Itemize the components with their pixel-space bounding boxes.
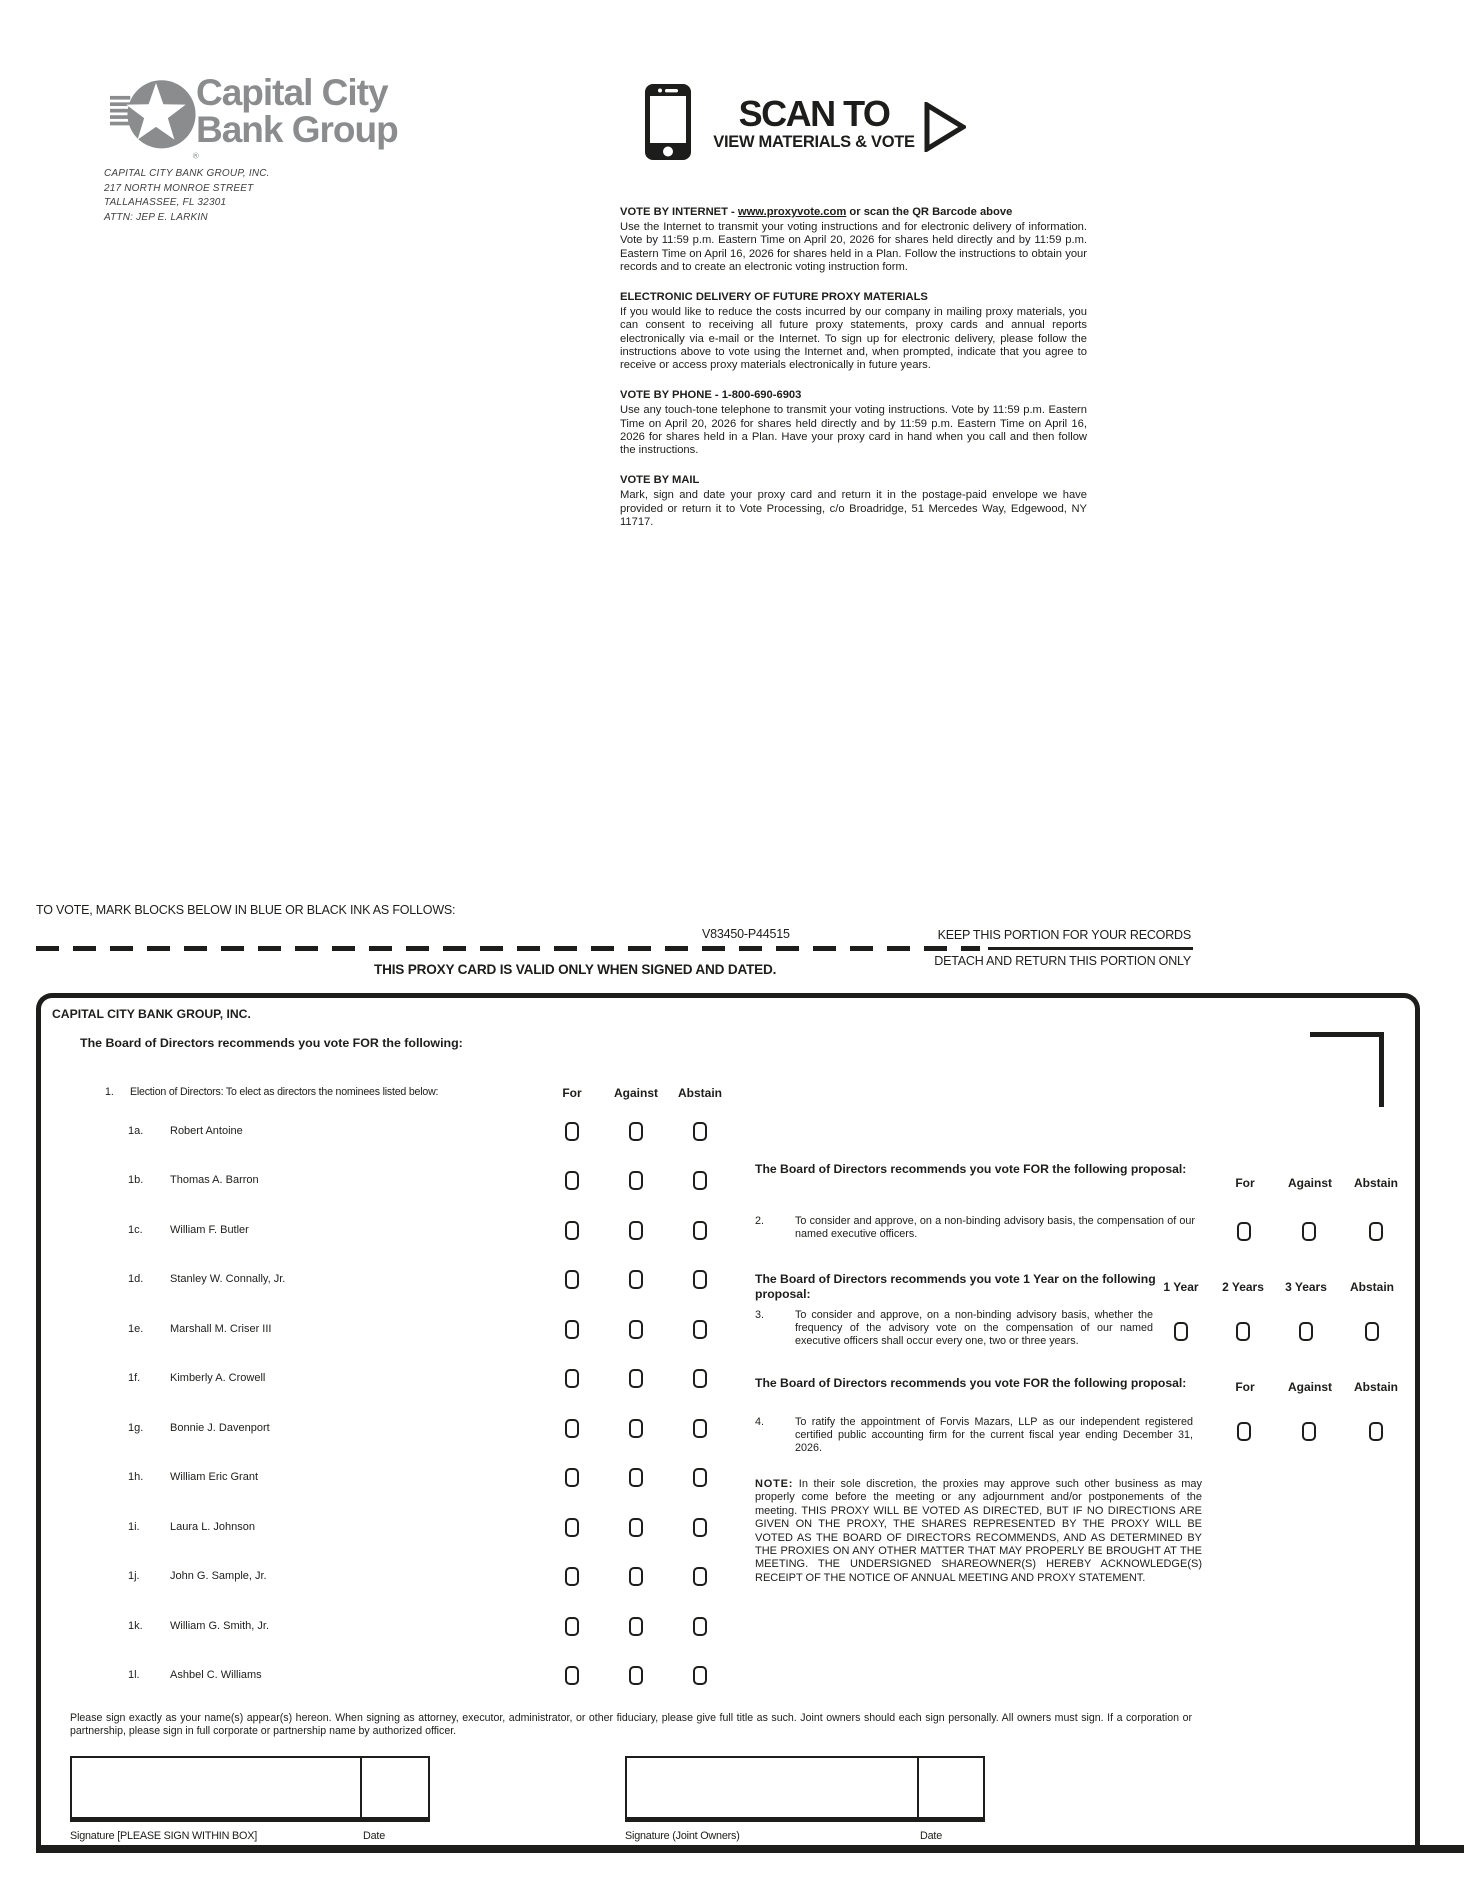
nominee-number: 1k. [128, 1620, 143, 1632]
card-company-name: CAPITAL CITY BANK GROUP, INC. [52, 1007, 251, 1021]
vote-checkbox-against[interactable] [629, 1468, 643, 1487]
p4-checkbox-against[interactable] [1302, 1422, 1316, 1441]
p2-checkbox-abstain[interactable] [1369, 1222, 1383, 1241]
vote-checkbox-against[interactable] [629, 1419, 643, 1438]
item3-text: To consider and approve, on a non-binding advisory basis, whether the frequency of the advisory vote on the compensation of our named executive officers shall occur every one, two or three years. [795, 1309, 1153, 1347]
registration-corner-mark-vertical [1379, 1032, 1384, 1107]
vote-checkbox-against[interactable] [629, 1518, 643, 1537]
sender-attn: ATTN: JEP E. LARKIN [104, 211, 208, 223]
p3-3years-header: 3 Years [1285, 1280, 1327, 1294]
board-recommendation-1: The Board of Directors recommends you vote FOR the following: [80, 1036, 463, 1050]
nominee-number: 1g. [128, 1422, 144, 1434]
voting-instructions [620, 206, 1087, 546]
vote-checkbox-against[interactable] [629, 1171, 643, 1190]
registration-corner-mark [1310, 1032, 1384, 1037]
vote-checkbox-abstain[interactable] [693, 1270, 707, 1289]
nominee-name: Thomas A. Barron [170, 1174, 259, 1186]
nominee-number: 1b. [128, 1174, 144, 1186]
registered-mark: ® [192, 151, 199, 161]
nominee-name: Stanley W. Connally, Jr. [170, 1273, 286, 1285]
nominee-row [128, 1321, 868, 1345]
nominee-name: Bonnie J. Davenport [170, 1422, 270, 1434]
vote-by-mail-body: Mark, sign and date your proxy card and return it in the postage-paid envelope we have provided or return it to Vote Processing, c/o Broadridge, 51 Mercedes Way, Edgewood, NY 11717. [620, 489, 1087, 528]
logo-wordmark [196, 74, 398, 148]
vote-by-internet-body: Use the Internet to transmit your voting instructions and for electronic delivery of information. Vote by 11:59 p.m. Eastern Time on April 20, 2026 for shares held directly and by 11:59 p.m. Eastern Time on April 16, 2026 for shares held in a Plan. Follow the instructions to obtain your records and to create an electronic voting instruction form. [620, 221, 1087, 273]
sender-city: TALLAHASSEE, FL 32301 [104, 197, 227, 208]
logo-line-2: Bank Group [196, 109, 398, 150]
vote-by-phone-heading: VOTE BY PHONE - 1-800-690-6903 [620, 389, 802, 402]
date-joint-label: Date [920, 1830, 943, 1842]
nominee-name: Laura L. Johnson [170, 1521, 256, 1533]
card-bottom-rule [36, 1845, 1464, 1853]
scan-to-vote-banner [702, 95, 926, 151]
proxy-note [755, 1478, 1202, 1585]
vote-checkbox-abstain[interactable] [693, 1122, 707, 1141]
board-recommendation-3: The Board of Directors recommends you vote 1 Year on the following proposal: [755, 1272, 1156, 1301]
col-abstain-header: Abstain [677, 1086, 722, 1100]
p3-checkbox-3years[interactable] [1299, 1322, 1313, 1341]
vote-checkbox-against[interactable] [629, 1270, 643, 1289]
vote-checkbox-against[interactable] [629, 1567, 643, 1586]
item2-text: To consider and approve, on a non-binding advisory basis, the compensation of our named executive officers. [795, 1215, 1195, 1240]
vote-checkbox-against[interactable] [629, 1666, 643, 1685]
vote-checkbox-abstain[interactable] [693, 1171, 707, 1190]
vote-checkbox-abstain[interactable] [693, 1320, 707, 1339]
nominee-name: Kimberly A. Crowell [170, 1372, 266, 1384]
nominee-number: 1e. [128, 1323, 144, 1335]
nominee-row [128, 1618, 868, 1642]
nominee-number: 1j. [128, 1570, 140, 1582]
vote-checkbox-abstain[interactable] [693, 1518, 707, 1537]
vote-by-mail-heading: VOTE BY MAIL [620, 474, 700, 487]
nominee-name: William G. Smith, Jr. [170, 1620, 270, 1632]
p2-checkbox-against[interactable] [1302, 1222, 1316, 1241]
form-code: V83450-P44515 [702, 927, 790, 941]
star-logo-icon [110, 72, 202, 164]
p3-checkbox-1year[interactable] [1174, 1322, 1188, 1341]
note-body: In their sole discretion, the proxies may approve such other business as may properly come before the meeting or any adjournment and/or postponements of the meeting. THIS PROXY WILL BE VOTED AS DIRECTED, BUT IF NO DIRECTIONS ARE GIVEN ON THE PROXY, THE SHARES REPRESENTED BY THE PROXY WILL BE VOTED AS THE BOARD OF DIRECTORS RECOMMENDS, AND AS DETERMINED BY THE PROXIES ON ANY OTHER MATTER THAT MAY PROPERLY BE BROUGHT AT THE MEETING. THE UNDERSIGNED SHAREOWNER(S) HEREBY ACKNOWLEDGE(S) RECEIPT OF THE NOTICE OF ANNUAL MEETING AND PROXY STATEMENT. [755, 1478, 1202, 1584]
vote-checkbox-abstain[interactable] [693, 1221, 707, 1240]
logo-line-1: Capital City [196, 72, 388, 113]
detach-portion-label: DETACH AND RETURN THIS PORTION ONLY [934, 954, 1191, 968]
board-recommendation-2: The Board of Directors recommends you vote FOR the following proposal: [755, 1162, 1187, 1176]
p4-checkbox-for[interactable] [1237, 1422, 1251, 1441]
vote-checkbox-against[interactable] [629, 1221, 643, 1240]
signature-box-joint[interactable] [625, 1756, 985, 1822]
p4-against-header: Against [1287, 1380, 1332, 1394]
item2-number: 2. [755, 1215, 765, 1227]
sender-company: CAPITAL CITY BANK GROUP, INC. [104, 168, 270, 179]
vote-checkbox-abstain[interactable] [693, 1369, 707, 1388]
nominee-number: 1a. [128, 1125, 144, 1137]
p4-abstain-header: Abstain [1353, 1380, 1398, 1394]
p3-2years-header: 2 Years [1222, 1280, 1264, 1294]
arrow-right-icon [924, 102, 966, 157]
vote-checkbox-abstain[interactable] [693, 1617, 707, 1636]
vote-checkbox-for[interactable] [565, 1221, 579, 1240]
bank-logo [110, 72, 202, 164]
p2-for-header: For [1235, 1176, 1255, 1190]
item3-number: 3. [755, 1309, 765, 1321]
vote-checkbox-against[interactable] [629, 1122, 643, 1141]
p3-checkbox-abstain[interactable] [1365, 1322, 1379, 1341]
heading-pre: VOTE BY INTERNET - [620, 206, 738, 218]
signature-primary-label: Signature [PLEASE SIGN WITHIN BOX] [70, 1830, 258, 1842]
nominee-number: 1c. [128, 1224, 143, 1236]
nominee-name: William F. Butler [170, 1224, 249, 1236]
vote-checkbox-for[interactable] [565, 1171, 579, 1190]
vote-checkbox-abstain[interactable] [693, 1419, 707, 1438]
p3-abstain-header: Abstain [1349, 1280, 1394, 1294]
keep-portion-label: KEEP THIS PORTION FOR YOUR RECORDS [937, 928, 1191, 942]
sender-address [104, 167, 270, 225]
vote-checkbox-for[interactable] [565, 1122, 579, 1141]
nominee-name: Robert Antoine [170, 1125, 243, 1137]
proxyvote-link[interactable]: www.proxyvote.com [737, 206, 847, 218]
nominee-row [128, 1123, 868, 1147]
signature-date-divider [917, 1758, 919, 1817]
signature-date-divider [360, 1758, 362, 1817]
valid-when-signed-label: THIS PROXY CARD IS VALID ONLY WHEN SIGNED AND DATED. [374, 962, 777, 977]
nominee-number: 1f. [128, 1372, 141, 1384]
p2-abstain-header: Abstain [1353, 1176, 1398, 1190]
phone-icon [644, 83, 692, 166]
nominee-name: Marshall M. Criser III [170, 1323, 272, 1335]
vote-checkbox-for[interactable] [565, 1468, 579, 1487]
heading-post: or scan the QR Barcode above [846, 206, 1013, 218]
item4-text: To ratify the appointment of Forvis Mazars, LLP as our independent registered certified public accounting firm for the current fiscal year ending December 31, 2026. [795, 1416, 1193, 1454]
vote-checkbox-for[interactable] [565, 1666, 579, 1685]
edelivery-body: If you would like to reduce the costs incurred by our company in mailing proxy materials, you can consent to receiving all future proxy statements, proxy cards and annual reports electronically via e-mail or the Internet. To sign up for electronic delivery, please follow the instructions above to vote using the Internet and, when prompted, indicate that you agree to receive or access proxy materials electronically in future years. [620, 306, 1087, 372]
nominee-number: 1h. [128, 1471, 144, 1483]
vote-checkbox-for[interactable] [565, 1419, 579, 1438]
scan-title: SCAN TO [738, 93, 890, 134]
p3-checkbox-2years[interactable] [1236, 1322, 1250, 1341]
vote-checkbox-abstain[interactable] [693, 1666, 707, 1685]
date-primary-label: Date [363, 1830, 386, 1842]
p2-against-header: Against [1287, 1176, 1332, 1190]
vote-by-phone-body: Use any touch-tone telephone to transmit your voting instructions. Vote by 11:59 p.m. Eastern Time on April 20, 2026 for shares held directly and by 11:59 p.m. Eastern Time on April 16, 2026 for shares held in a Plan. Have your proxy card in hand when you call and then follow the instructions. [620, 404, 1087, 457]
vote-by-internet-heading [620, 206, 1087, 219]
vote-checkbox-against[interactable] [629, 1369, 643, 1388]
signature-box-primary[interactable] [70, 1756, 430, 1822]
scan-subtitle: VIEW MATERIALS & VOTE [713, 133, 915, 151]
p4-for-header: For [1235, 1380, 1255, 1394]
p3-1year-header: 1 Year [1163, 1280, 1199, 1294]
nominee-number: 1l. [128, 1669, 140, 1681]
vote-checkbox-for[interactable] [565, 1518, 579, 1537]
vote-checkbox-for[interactable] [565, 1320, 579, 1339]
note-label: NOTE: [755, 1478, 794, 1490]
sender-street: 217 NORTH MONROE STREET [104, 182, 254, 194]
vote-checkbox-for[interactable] [565, 1567, 579, 1586]
nominee-name: John G. Sample, Jr. [170, 1570, 267, 1582]
nominee-name: Ashbel C. Williams [170, 1669, 262, 1681]
perforation-solid-segment [988, 947, 1193, 950]
item4-number: 4. [755, 1416, 765, 1428]
signature-joint-label: Signature (Joint Owners) [625, 1830, 740, 1842]
nominee-number: 1d. [128, 1273, 144, 1285]
edelivery-heading: ELECTRONIC DELIVERY OF FUTURE PROXY MATERIALS [620, 291, 928, 304]
col-against-header: Against [613, 1086, 658, 1100]
vote-checkbox-against[interactable] [629, 1617, 643, 1636]
signature-instructions: Please sign exactly as your name(s) appear(s) hereon. When signing as attorney, executor, administrator, or other fiduciary, please give full title as such. Joint owners should each sign personally. All owners must sign. If a corporation or partnership, please sign in full corporate or partnership name by authorized officer. [70, 1712, 1192, 1737]
p4-checkbox-abstain[interactable] [1369, 1422, 1383, 1441]
nominee-name: William Eric Grant [170, 1471, 259, 1483]
nominee-number: 1i. [128, 1521, 140, 1533]
board-recommendation-4: The Board of Directors recommends you vote FOR the following proposal: [755, 1376, 1187, 1390]
item1-text: Election of Directors: To elect as directors the nominees listed below: [130, 1086, 439, 1098]
perforation-dashed-line [36, 946, 980, 951]
vote-checkbox-abstain[interactable] [693, 1468, 707, 1487]
item1-number: 1. [105, 1086, 114, 1098]
col-for-header: For [562, 1086, 582, 1100]
p2-checkbox-for[interactable] [1237, 1222, 1251, 1241]
vote-checkbox-against[interactable] [629, 1320, 643, 1339]
vote-checkbox-for[interactable] [565, 1369, 579, 1388]
nominee-row [128, 1667, 868, 1691]
vote-checkbox-for[interactable] [565, 1617, 579, 1636]
mark-blocks-instruction: TO VOTE, MARK BLOCKS BELOW IN BLUE OR BLACK INK AS FOLLOWS: [36, 903, 456, 917]
vote-checkbox-for[interactable] [565, 1270, 579, 1289]
vote-checkbox-abstain[interactable] [693, 1567, 707, 1586]
